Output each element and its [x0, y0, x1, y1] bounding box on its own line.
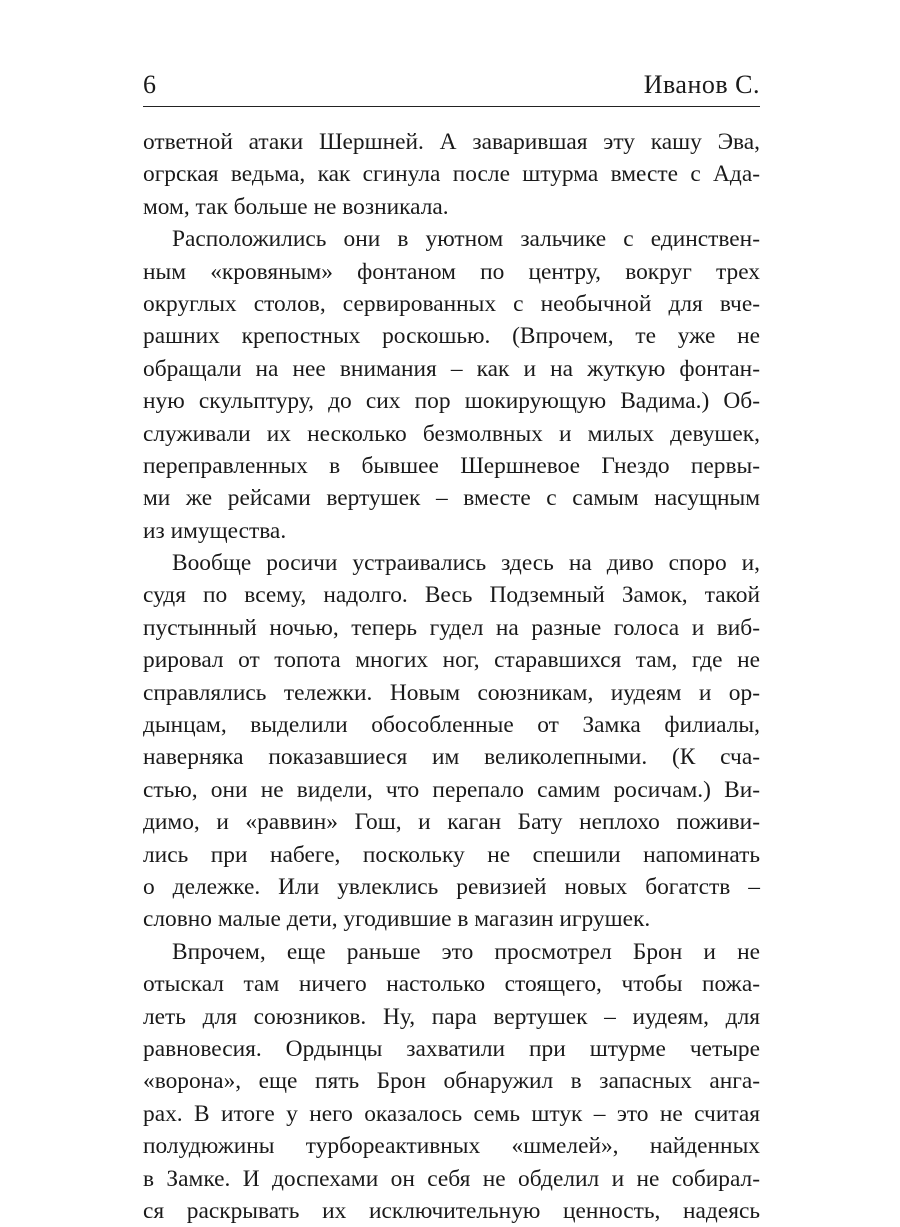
text-line: леть для союзников. Ну, пара вертушек – иудеям, для [143, 1003, 760, 1030]
text-line: огрская ведьма, как сгинула после штурма вместе с Ада- [143, 161, 760, 188]
text-line: судя по всему, надолго. Весь Подземный Замок, такой [143, 582, 760, 609]
text-line: округлых столов, сервированных с необычной для вче- [143, 290, 760, 317]
text-line: обращали на нее внимания – как и на жуткую фонтан- [143, 355, 760, 382]
text-line: ную скульптуру, до сих пор шокирующую Вадима.) Об- [143, 388, 760, 415]
body-text [143, 126, 760, 1227]
text-line: Расположились они в уютном зальчике с единствен- [172, 226, 760, 253]
text-line: отыскал там ничего настолько стоящего, чтобы пожа- [143, 971, 760, 998]
text-line: «ворона», еще пять Брон обнаружил в запасных анга- [143, 1068, 760, 1095]
text-line: ответной атаки Шершней. А заварившая эту кашу Эва, [143, 129, 760, 155]
text-line: пустынный ночью, теперь гудел на разные голоса и виб- [143, 614, 760, 641]
text-line: равновесия. Ордынцы захватили при штурме четыре [143, 1035, 760, 1062]
text-line: рах. В итоге у него оказалось семь штук – это не считая [143, 1100, 760, 1127]
page-number: 6 [143, 70, 156, 99]
text-line: наверняка показавшиеся им великолепными. (К сча- [143, 744, 760, 771]
header-rule [143, 106, 760, 107]
text-line: из имущества. [143, 517, 287, 544]
text-line: димо, и «раввин» Гош, и каган Бату неплохо поживи- [143, 809, 760, 836]
text-line: служивали их несколько безмолвных и милых девушек, [143, 420, 760, 447]
text-line: дынцам, выделили обособленные от Замка филиалы, [143, 712, 760, 739]
text-line: ным «кровяным» фонтаном по центру, вокруг трех [143, 258, 760, 285]
text-line: лись при набеге, поскольку не спешили напоминать [143, 841, 760, 868]
text-line: о дележке. Или увлеклись ревизией новых богатств – [143, 873, 760, 900]
running-head [143, 70, 760, 106]
text-line: рировал от топота многих ног, старавшихся там, где не [143, 647, 760, 674]
text-line: стью, они не видели, что перепало самим росичам.) Ви- [143, 776, 760, 803]
text-line: в Замке. И доспехами он себя не обделил и не собирал- [143, 1165, 760, 1192]
text-line: рашних крепостных роскошью. (Впрочем, те уже не [143, 323, 760, 350]
text-line: справлялись тележки. Новым союзникам, иудеям и ор- [143, 679, 760, 706]
text-line: ся раскрывать их исключительную ценность, надеясь [143, 1197, 760, 1224]
text-line: ми же рейсами вертушек – вместе с самым насущным [143, 485, 760, 512]
text-line: Впрочем, еще раньше это просмотрел Брон и не [172, 938, 760, 965]
text-line: мом, так больше не возникала. [143, 193, 449, 220]
text-line: словно малые дети, угодившие в магазин игрушек. [143, 906, 651, 933]
author-name: Иванов С. [643, 70, 760, 99]
text-line: полудюжины турбореактивных «шмелей», найденных [143, 1133, 760, 1160]
text-line: переправленных в бывшее Шершневое Гнездо первы- [143, 452, 760, 479]
text-line: Вообще росичи устраивались здесь на диво споро и, [172, 550, 760, 577]
